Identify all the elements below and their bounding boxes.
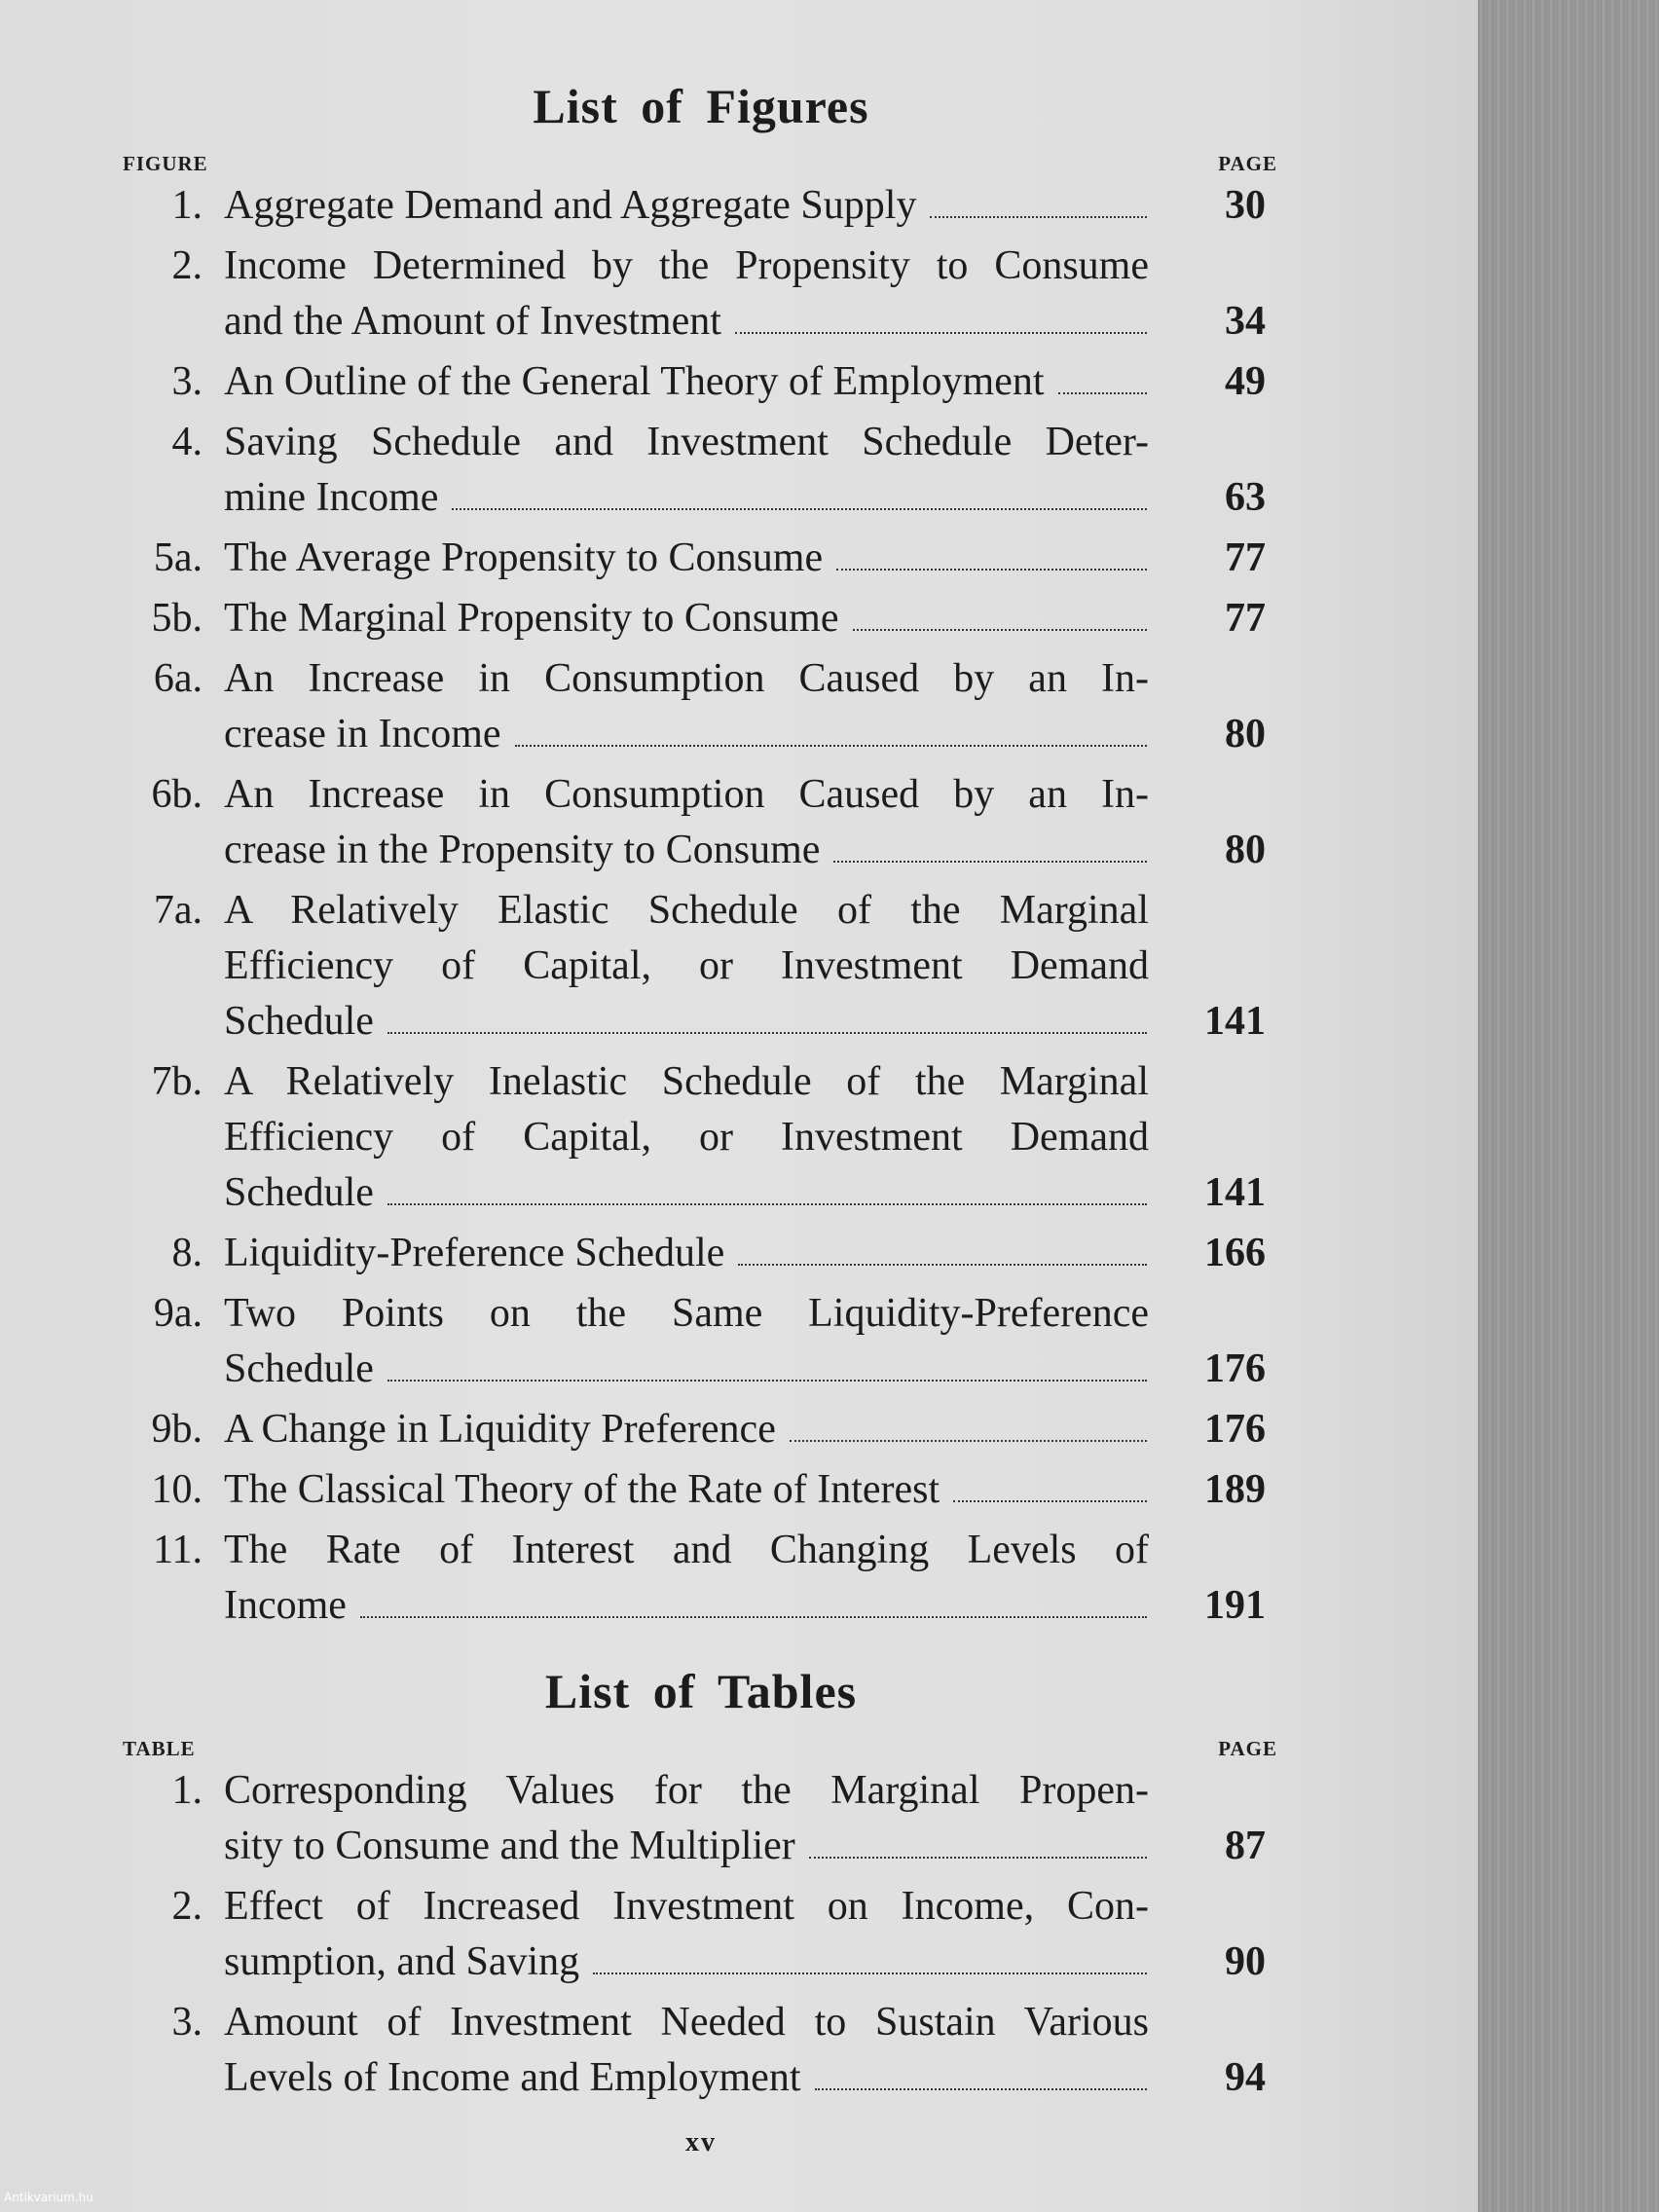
figure-entry-number: 2.: [171, 243, 203, 288]
tables-heading: List of Tables: [544, 1664, 858, 1718]
figure-entry: [117, 651, 1285, 762]
title-line: mine Income: [224, 475, 439, 520]
figure-entry-page-number: 141: [1204, 1170, 1266, 1215]
title-line: Two Points on the Same Liquidity-Preference: [224, 1291, 1149, 1336]
figure-entry: [117, 1226, 1285, 1281]
dot-leader: [1058, 392, 1147, 394]
dot-leader: [790, 1440, 1147, 1442]
title-last-line: [224, 1462, 1149, 1518]
figures-heading: List of Figures: [533, 79, 869, 133]
figures-page-column-label: PAGE: [1218, 152, 1277, 175]
table-entry-page-number: 90: [1225, 1939, 1266, 1984]
figure-entry-page-number: 189: [1204, 1467, 1266, 1512]
title-last-line: [224, 823, 1149, 878]
title-line: Effect of Increased Investment on Income, Con-: [224, 1884, 1149, 1929]
title-line: A Relatively Inelastic Schedule of the Marginal: [224, 1059, 1149, 1104]
title-line: The Rate of Interest and Changing Levels of: [224, 1528, 1149, 1572]
figure-entry: [117, 178, 1285, 234]
dot-leader: [836, 569, 1147, 571]
title-line: Schedule: [224, 1170, 374, 1215]
dot-leader: [809, 1857, 1147, 1859]
table-entry-number: 3.: [171, 2000, 203, 2045]
table-entry-title: [224, 1995, 1149, 2106]
dot-leader: [738, 1264, 1147, 1266]
figure-entry-title: [224, 1402, 1149, 1457]
title-line: Corresponding Values for the Marginal Propen-: [224, 1768, 1149, 1813]
title-line: Amount of Investment Needed to Sustain Various: [224, 2000, 1149, 2045]
figure-entry-page-number: 77: [1225, 596, 1266, 641]
figure-entry: [117, 1054, 1285, 1221]
title-last-line: [224, 354, 1149, 410]
figure-entry: [117, 239, 1285, 350]
figure-entry-number: 9b.: [151, 1407, 203, 1452]
figure-entry-number: 9a.: [153, 1291, 203, 1336]
title-line: Income: [224, 1583, 347, 1628]
figure-entry-title: [224, 1523, 1149, 1634]
dot-leader: [930, 216, 1147, 218]
title-line: Aggregate Demand and Aggregate Supply: [224, 183, 917, 228]
title-line: sity to Consume and the Multiplier: [224, 1824, 795, 1868]
title-line: sumption, and Saving: [224, 1939, 580, 1984]
title-line: A Change in Liquidity Preference: [224, 1407, 776, 1452]
title-last-line: [224, 1402, 1149, 1457]
figure-entry-page-number: 176: [1204, 1346, 1266, 1391]
title-line: crease in the Propensity to Consume: [224, 828, 821, 872]
figure-entry-number: 10.: [151, 1467, 203, 1512]
title-last-line: [224, 707, 1149, 762]
figure-entry-page-number: 166: [1204, 1231, 1266, 1275]
figure-entry-number: 5b.: [151, 596, 203, 641]
figure-entry-title: [224, 1226, 1149, 1281]
dot-leader: [853, 629, 1148, 631]
title-last-line: [224, 294, 1149, 350]
tables-page-column-label: PAGE: [1218, 1737, 1277, 1760]
title-line: An Increase in Consumption Caused by an In-: [224, 772, 1149, 817]
title-last-line: [224, 1935, 1149, 1990]
dot-leader: [953, 1500, 1147, 1502]
title-last-line: [224, 591, 1149, 646]
title-line: Saving Schedule and Investment Schedule Deter-: [224, 420, 1149, 464]
figure-entry-number: 5a.: [153, 535, 203, 580]
dot-leader: [735, 332, 1147, 334]
figure-entry: [117, 1286, 1285, 1397]
dot-leader: [815, 2088, 1148, 2090]
figure-entry: [117, 591, 1285, 646]
table-entry-page-number: 87: [1225, 1824, 1266, 1868]
figure-entry-page-number: 80: [1225, 712, 1266, 756]
dot-leader: [387, 1032, 1147, 1034]
figure-entry-number: 3.: [171, 359, 203, 404]
title-line: The Marginal Propensity to Consume: [224, 596, 839, 641]
figure-entry-title: [224, 239, 1149, 350]
figure-entry-number: 8.: [171, 1231, 203, 1275]
figure-entry: [117, 767, 1285, 878]
title-last-line: [224, 994, 1149, 1050]
page-folio: xv: [685, 2127, 717, 2157]
figure-entry-title: [224, 651, 1149, 762]
title-line: Schedule: [224, 1346, 374, 1391]
figure-entry-title: [224, 178, 1149, 234]
table-entry-page-number: 94: [1225, 2055, 1266, 2100]
title-line: Liquidity-Preference Schedule: [224, 1231, 725, 1275]
figure-entry-number: 1.: [171, 183, 203, 228]
figure-entry: [117, 883, 1285, 1050]
table-entry: [117, 1763, 1285, 1874]
page-edge: [1478, 0, 1659, 2212]
figure-entry-page-number: 77: [1225, 535, 1266, 580]
dot-leader: [387, 1203, 1147, 1205]
figure-entry-number: 7a.: [153, 888, 203, 933]
title-line: A Relatively Elastic Schedule of the Marginal: [224, 888, 1149, 933]
figure-entry-page-number: 63: [1225, 475, 1266, 520]
table-entry: [117, 1879, 1285, 1990]
title-last-line: [224, 1165, 1149, 1221]
dot-leader: [833, 861, 1147, 863]
title-line: crease in Income: [224, 712, 501, 756]
table-entry-title: [224, 1763, 1149, 1874]
figure-entry-page-number: 80: [1225, 828, 1266, 872]
figure-entry-title: [224, 531, 1149, 586]
figure-entry: [117, 354, 1285, 410]
figure-entry: [117, 415, 1285, 526]
watermark: Antikvarium.hu: [4, 2191, 93, 2204]
table-entry-title: [224, 1879, 1149, 1990]
title-line: Efficiency of Capital, or Investment Demand: [224, 943, 1149, 988]
figures-list: [117, 178, 1285, 1634]
figure-entry: [117, 531, 1285, 586]
figure-entry-page-number: 49: [1225, 359, 1266, 404]
figure-entry-number: 6b.: [151, 772, 203, 817]
title-line: Levels of Income and Employment: [224, 2055, 801, 2100]
figure-column-label: FIGURE: [123, 152, 208, 175]
figure-entry-page-number: 34: [1225, 299, 1266, 344]
figure-entry-title: [224, 883, 1149, 1050]
title-line: An Outline of the General Theory of Employment: [224, 359, 1045, 404]
figure-entry-title: [224, 591, 1149, 646]
figure-entry-title: [224, 1286, 1149, 1397]
title-last-line: [224, 178, 1149, 234]
table-entry-number: 2.: [171, 1884, 203, 1929]
title-line: An Increase in Consumption Caused by an In-: [224, 656, 1149, 701]
dot-leader: [452, 508, 1147, 510]
figure-entry-title: [224, 767, 1149, 878]
table-entry: [117, 1995, 1285, 2106]
title-last-line: [224, 1226, 1149, 1281]
contents: [117, 78, 1285, 2158]
figure-entry-page-number: 191: [1204, 1583, 1266, 1628]
title-last-line: [224, 2050, 1149, 2106]
figure-entry-title: [224, 1054, 1149, 1221]
title-line: The Classical Theory of the Rate of Interest: [224, 1467, 940, 1512]
figure-entry-page-number: 141: [1204, 999, 1266, 1044]
title-line: The Average Propensity to Consume: [224, 535, 824, 580]
tables-column-header: [123, 1737, 1285, 1761]
figure-entry-title: [224, 415, 1149, 526]
figure-entry-page-number: 176: [1204, 1407, 1266, 1452]
figure-entry-number: 11.: [153, 1528, 203, 1572]
figure-entry-page-number: 30: [1225, 183, 1266, 228]
title-last-line: [224, 1578, 1149, 1634]
figure-entry: [117, 1523, 1285, 1634]
figure-entry-title: [224, 354, 1149, 410]
figure-entry-number: 4.: [171, 420, 203, 464]
figure-entry: [117, 1462, 1285, 1518]
figure-entry-number: 7b.: [151, 1059, 203, 1104]
dot-leader: [360, 1616, 1147, 1618]
dot-leader: [593, 1972, 1147, 1974]
dot-leader: [515, 745, 1147, 747]
title-last-line: [224, 531, 1149, 586]
dot-leader: [387, 1380, 1147, 1382]
tables-list: [117, 1763, 1285, 2106]
table-column-label: TABLE: [123, 1737, 196, 1760]
title-last-line: [224, 470, 1149, 526]
title-line: and the Amount of Investment: [224, 299, 721, 344]
title-line: Income Determined by the Propensity to Consume: [224, 243, 1149, 288]
title-line: Efficiency of Capital, or Investment Demand: [224, 1115, 1149, 1160]
title-last-line: [224, 1342, 1149, 1397]
figure-entry-title: [224, 1462, 1149, 1518]
figure-entry: [117, 1402, 1285, 1457]
title-last-line: [224, 1819, 1149, 1874]
figure-entry-number: 6a.: [153, 656, 203, 701]
title-line: Schedule: [224, 999, 374, 1044]
figures-column-header: [123, 152, 1285, 176]
table-entry-number: 1.: [171, 1768, 203, 1813]
